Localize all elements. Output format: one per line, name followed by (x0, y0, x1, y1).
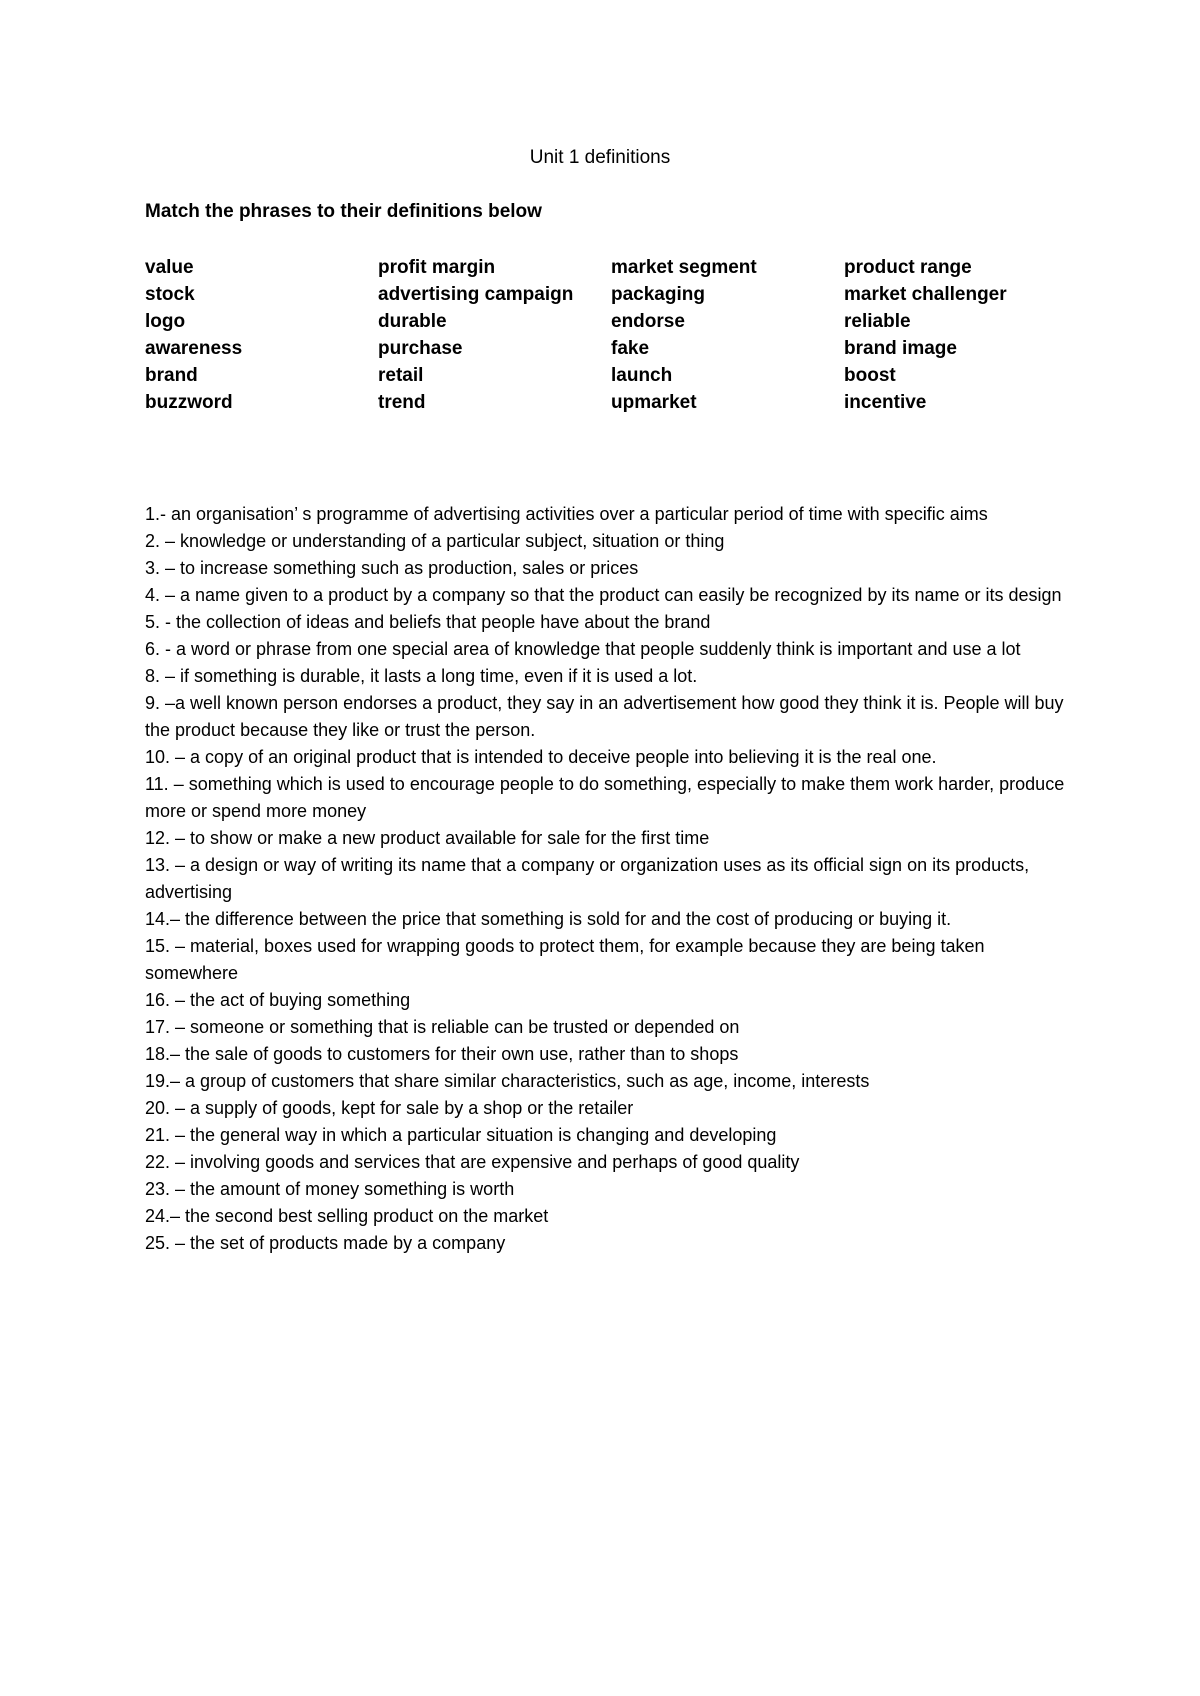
term-row (145, 308, 1085, 335)
definition-list (145, 501, 1065, 1257)
term-item: market segment (611, 257, 757, 278)
definition-item: 21. – the general way in which a particular situation is changing and developing (145, 1125, 777, 1145)
term-item: market challenger (844, 284, 1007, 305)
definition-item: 13. – a design or way of writing its name that a company or organization uses as its official sign on its products, advertising (145, 855, 1030, 902)
term-item: awareness (145, 338, 243, 359)
term-item: upmarket (611, 392, 697, 413)
term-item: purchase (378, 338, 463, 359)
term-item: advertising campaign (378, 284, 574, 305)
definition-item: 10. – a copy of an original product that is intended to deceive people into believing it is the real one. (145, 747, 937, 767)
definition-item: 2. – knowledge or understanding of a particular subject, situation or thing (145, 531, 725, 551)
definition-item: 14.– the difference between the price that something is sold for and the cost of producing or buying it. (145, 909, 952, 929)
term-item: incentive (844, 392, 927, 413)
definition-item: 18.– the sale of goods to customers for their own use, rather than to shops (145, 1044, 739, 1064)
page-title: Unit 1 definitions (529, 147, 671, 168)
definition-item: 24.– the second best selling product on the market (145, 1206, 549, 1226)
term-row (145, 362, 1085, 389)
term-grid (145, 254, 1085, 416)
term-item: trend (378, 392, 426, 413)
definition-item: 6. - a word or phrase from one special area of knowledge that people suddenly think is important and use a lot (145, 639, 1021, 659)
term-row (145, 335, 1085, 362)
definition-item: 9. –a well known person endorses a product, they say in an advertisement how good they think it is. People will buy the product because they like or trust the person. (145, 693, 1064, 740)
term-item: brand image (844, 338, 957, 359)
term-item: logo (145, 311, 186, 332)
term-item: durable (378, 311, 447, 332)
definition-item: 12. – to show or make a new product available for sale for the first time (145, 828, 710, 848)
term-item: launch (611, 365, 673, 386)
definition-item: 3. – to increase something such as production, sales or prices (145, 558, 639, 578)
definition-item: 1.- an organisation’ s programme of advertising activities over a particular period of time with specific aims (145, 504, 988, 524)
definition-item: 25. – the set of products made by a company (145, 1233, 506, 1253)
definition-item: 16. – the act of buying something (145, 990, 411, 1010)
term-item: product range (844, 257, 972, 278)
term-item: endorse (611, 311, 685, 332)
term-item: retail (378, 365, 424, 386)
definition-item: 23. – the amount of money something is worth (145, 1179, 515, 1199)
term-item: buzzword (145, 392, 233, 413)
definition-item: 15. – material, boxes used for wrapping goods to protect them, for example because they are being taken somewhere (145, 936, 985, 983)
definition-item: 4. – a name given to a product by a company so that the product can easily be recognized by its name or its design (145, 585, 1062, 605)
definition-item: 22. – involving goods and services that are expensive and perhaps of good quality (145, 1152, 800, 1172)
term-item: boost (844, 365, 896, 386)
term-row (145, 389, 1085, 416)
term-row (145, 254, 1085, 281)
term-row (145, 281, 1085, 308)
term-item: stock (145, 284, 195, 305)
definition-item: 20. – a supply of goods, kept for sale by a shop or the retailer (145, 1098, 634, 1118)
term-item: packaging (611, 284, 705, 305)
term-item: reliable (844, 311, 911, 332)
term-item: fake (611, 338, 650, 359)
definition-item: 8. – if something is durable, it lasts a long time, even if it is used a lot. (145, 666, 698, 686)
instruction-heading: Match the phrases to their definitions below (145, 201, 542, 222)
definition-item: 17. – someone or something that is reliable can be trusted or depended on (145, 1017, 740, 1037)
term-item: value (145, 257, 194, 278)
term-item: profit margin (378, 257, 496, 278)
definition-item: 19.– a group of customers that share similar characteristics, such as age, income, interests (145, 1071, 870, 1091)
definition-item: 11. – something which is used to encourage people to do something, especially to make them work harder, produce more or spend more money (145, 774, 1065, 821)
term-item: brand (145, 365, 198, 386)
definition-item: 5. - the collection of ideas and beliefs that people have about the brand (145, 612, 711, 632)
